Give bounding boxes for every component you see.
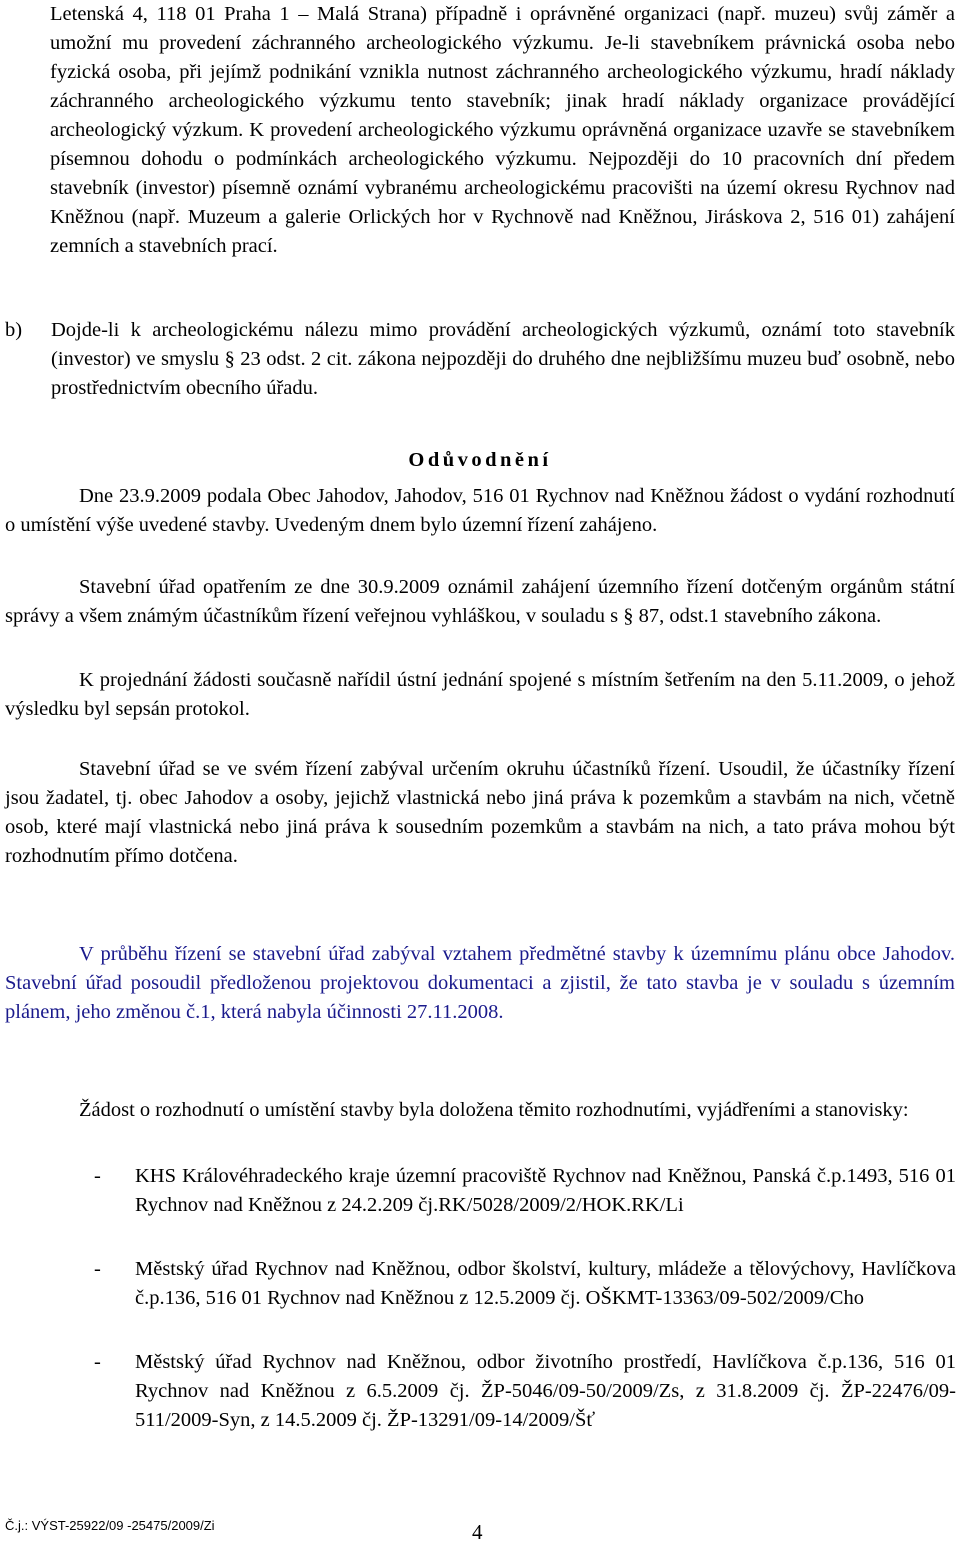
paragraph-archeology-notice: Letenská 4, 118 01 Praha 1 – Malá Strana) případně i oprávněné organizaci (např. muzeu) svůj záměr a umožní mu provedení záchranného archeologického výzkumu. Je-li stavebníkem právnická osoba nebo fyzická osoba, při jejímž podnikání vznikla nutnost záchranného archeologického výzkumu, hradí náklady záchranného archeologického výzkumu tento stavebník; jinak hradí náklady organizace provádějící archeologický výzkum. K provedení archeologického výzkumu oprávněná organizace uzavře se stavebníkem písemnou dohodu o podmínkách archeologického výzkumu. Nejpozději do 10 pracovních dní předem stavebník (investor) písemně oznámí vybranému archeologickému pracovišti na území okresu Rychnov nad Kněžnou (např. Muzeum a galerie Orlických hor v Rychnově nad Kněžnou, Jiráskova 2, 516 01) zahájení zemních a stavebních prací. [50, 3, 955, 257]
list-dash: - [94, 1351, 101, 1373]
paragraph-notice-of-proceedings: Stavební úřad opatřením ze dne 30.9.2009 oznámil zahájení územního řízení dotčeným orgánům státní správy a všem známým účastníkům řízení veřejnou vyhláškou, v souladu s § 87, odst.1 stavebního zákona. [5, 576, 955, 627]
section-heading: Odůvodnění [408, 449, 552, 471]
list-item [94, 1348, 956, 1435]
paragraph-oral-hearing: K projednání žádosti současně nařídil ústní jednání spojené s místním šetřením na den 5.11.2009, o jehož výsledku byl sepsán protokol. [5, 669, 955, 720]
list-dash: - [94, 1165, 101, 1187]
list-dash: - [94, 1258, 101, 1280]
paragraph-documents-intro: Žádost o rozhodnutí o umístění stavby byla doložena těmito rozhodnutími, vyjádřeními a stanovisky: [79, 1099, 909, 1121]
list-item [94, 1162, 956, 1220]
paragraph-participants: Stavební úřad se ve svém řízení zabýval určením okruhu účastníků řízení. Usoudil, že účastníky řízení jsou žadatel, tj. obec Jahodov a osoby, jejichž vlastnická nebo jiná práva k pozemkům a stavbám na nich, včetně osob, které mají vlastnická nebo jiná práva k sousedním pozemkům a stavbám na nich, a tato práva mohou být rozhodnutím přímo dotčena. [5, 758, 955, 867]
footer-reference: Č.j.: VÝST-25922/09 -25475/2009/Zi [5, 1518, 215, 1533]
list-item-b [5, 316, 955, 403]
list-item-text: Městský úřad Rychnov nad Kněžnou, odbor školství, kultury, mládeže a tělovýchovy, Havlíčkova č.p.136, 516 01 Rychnov nad Kněžnou z 12.5.2009 čj. OŠKMT-13363/09-502/2009/Cho [135, 1258, 956, 1309]
page-number: 4 [472, 1520, 483, 1544]
list-item-label: b) [5, 319, 23, 341]
list-item-text: KHS Královéhradeckého kraje územní pracoviště Rychnov nad Kněžnou, Panská č.p.1493, 516 01 Rychnov nad Kněžnou z 24.2.209 čj.RK/5028/2009/2/HOK.RK/Li [135, 1165, 956, 1216]
list-item-text: Městský úřad Rychnov nad Kněžnou, odbor životního prostředí, Havlíčkova č.p.136, 516 01 Rychnov nad Kněžnou z 6.5.2009 čj. ŽP-5046/09-50/2009/Zs, z 31.8.2009 čj. ŽP-22476/09-511/2009-Syn, z 14.5.2009 čj. ŽP-13291/09-14/2009/Šť [135, 1351, 956, 1431]
list-item [94, 1255, 956, 1313]
paragraph-zoning-plan: V průběhu řízení se stavební úřad zabýval vztahem předmětné stavby k územnímu plánu obce Jahodov. Stavební úřad posoudil předloženou projektovou dokumentaci a zjistil, že tato stavba je v souladu s územním plánem, jeho změnou č.1, která nabyla účinnosti 27.11.2008. [5, 943, 955, 1023]
list-item-text: Dojde-li k archeologickému nálezu mimo provádění archeologických výzkumů, oznámí toto stavebník (investor) ve smyslu § 23 odst. 2 cit. zákona nejpozději do druhého dne nejbližšímu muzeu buď osobně, nebo prostřednictvím obecního úřadu. [51, 319, 955, 399]
paragraph-application-date: Dne 23.9.2009 podala Obec Jahodov, Jahodov, 516 01 Rychnov nad Kněžnou žádost o vydání rozhodnutí o umístění výše uvedené stavby. Uvedeným dnem bylo územní řízení zahájeno. [5, 485, 955, 536]
